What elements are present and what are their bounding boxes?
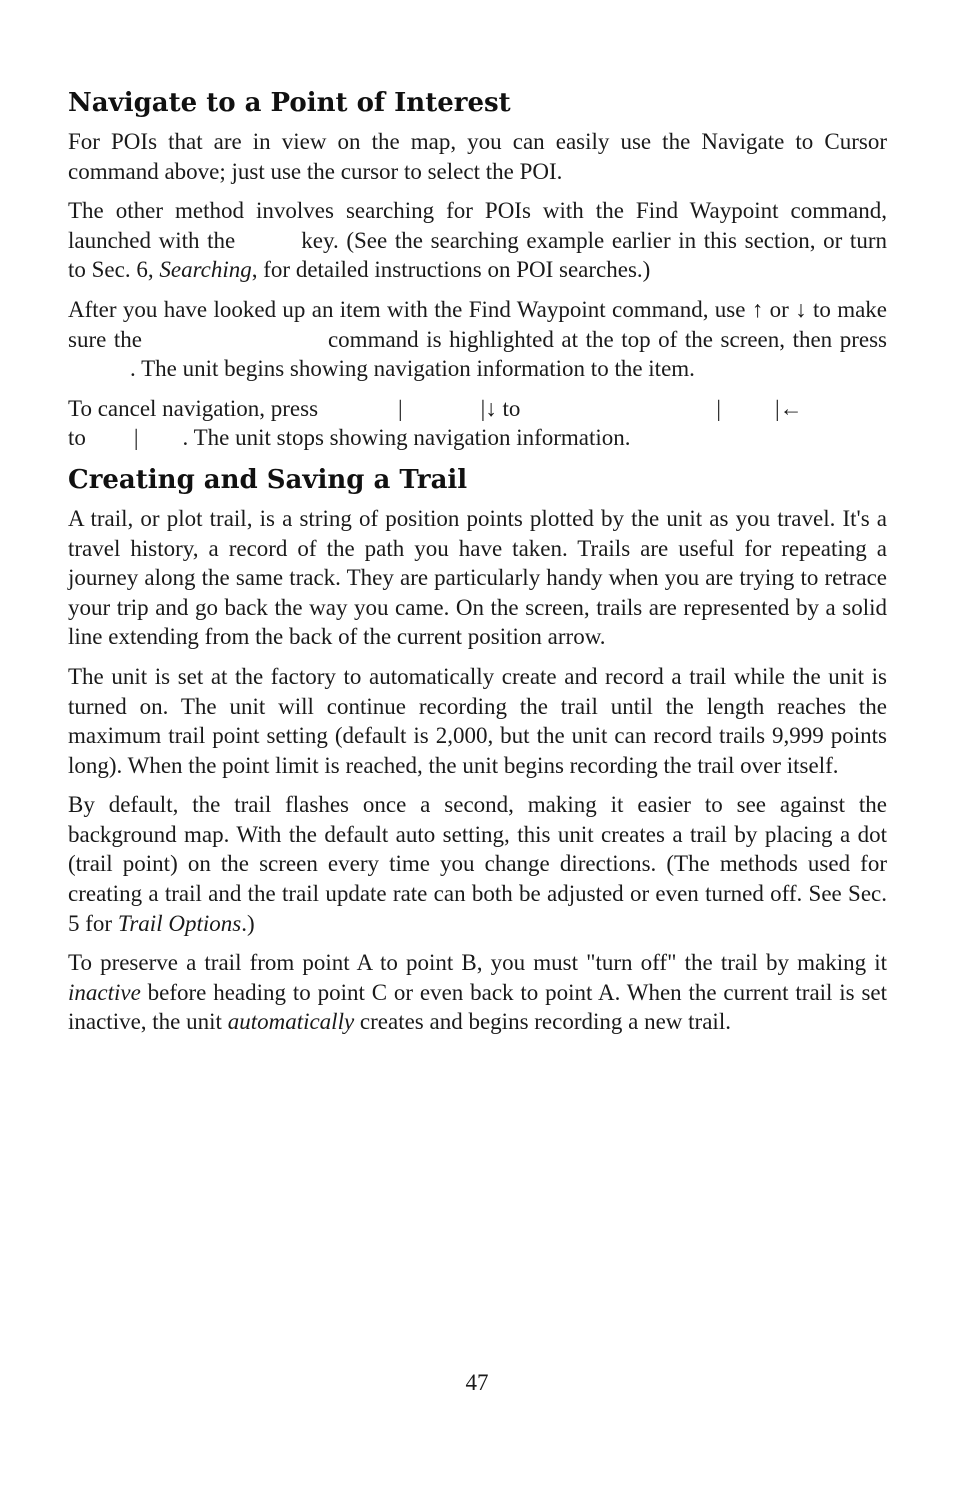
paragraph-find-waypoint: The other method involves searching for POIs with the Find Waypoint command, launched with the key. (See the searching example earlier in this section, or turn to Sec. 6, Searching, for detailed instructions on POI searches.): [68, 198, 887, 283]
heading-navigate-poi: Navigate to a Point of Interest: [68, 88, 511, 118]
paragraph-highlight-command: After you have looked up an item with the Find Waypoint command, use ↑ or ↓ to make sure the command is highlighted at the top of the screen, then press. The unit begins showing navigation information to the item.: [68, 296, 887, 382]
paragraph-preserve-trail: To preserve a trail from point A to point B, you must "turn off" the trail by making it inactive before heading to point C or even back to point A. When the current trail is set inactive, the unit automatically creates and begins recording a new trail.: [68, 950, 887, 1035]
heading-creating-trail: Creating and Saving a Trail: [68, 464, 468, 495]
paragraph-cancel-navigation: To cancel navigation, press | |↓ to | |← to | . The unit stops showing navigation information.: [68, 395, 803, 451]
paragraph-poi-in-view: For POIs that are in view on the map, you can easily use the Navigate to Cursor command above; just use the cursor to select the POI.: [68, 129, 887, 184]
page-content: [68, 86, 887, 1047]
paragraph-trail-definition: A trail, or plot trail, is a string of position points plotted by the unit as you travel. It's a travel history, a record of the path you have taken. Trails are useful for repeating a journey along the same track. They are particularly handy when you are trying to retrace your trip and go back the way you came. On the screen, trails are represented by a solid line extending from the back of the current position arrow.: [68, 505, 887, 650]
paragraph-trail-flashes: By default, the trail flashes once a second, making it easier to see against the background map. With the default auto setting, this unit creates a trail by placing a dot (trail point) on the screen every time you change directions. (The methods used for creating a trail and the trail update rate can both be adjusted or even turned off. See Sec. 5 for Trail Options.): [68, 792, 887, 936]
paragraph-trail-factory-setting: The unit is set at the factory to automatically create and record a trail while the unit is turned on. The unit will continue recording the trail until the length reaches the maximum trail point setting (default is 2,000, but the unit can record trails 9,999 points long). When the point limit is reached, the unit begins recording the trail over itself.: [68, 663, 887, 778]
page-number: 47: [465, 1370, 489, 1395]
